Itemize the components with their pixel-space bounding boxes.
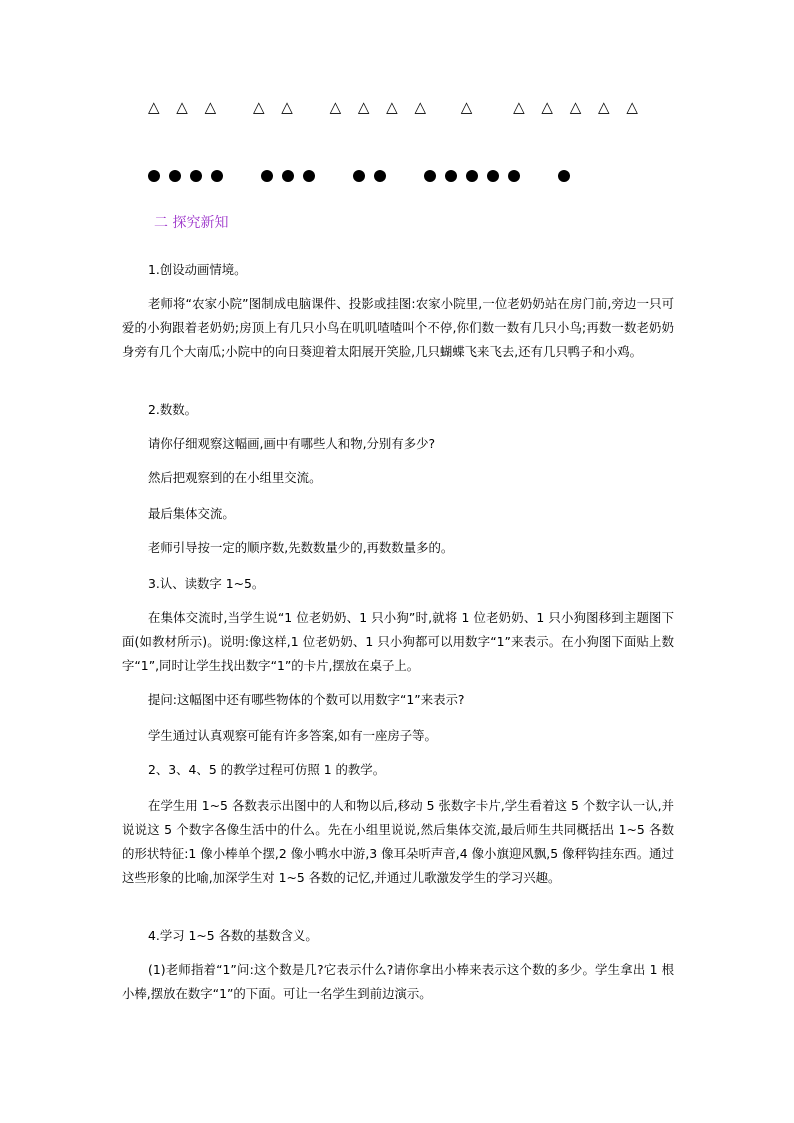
paragraph-step-1: 1.创设动画情境。 [148, 262, 247, 277]
paragraph-observe: 请你仔细观察这幅画,画中有哪些人和物,分别有多少? [148, 436, 436, 451]
triangle-group: △ △ [252, 98, 299, 116]
dot [374, 170, 386, 182]
paragraph-collective: 最后集体交流。 [148, 506, 235, 521]
dot [445, 170, 457, 182]
triangle-row [148, 98, 644, 116]
dot [424, 170, 436, 182]
paragraph-answers: 学生通过认真观察可能有许多答案,如有一座房子等。 [148, 728, 437, 743]
triangle-group: △ [460, 98, 479, 116]
paragraph-group-share: 然后把观察到的在小组里交流。 [148, 470, 322, 485]
dot [558, 170, 570, 182]
paragraph-recognize: 在集体交流时,当学生说“1 位老奶奶、1 只小狗”时,就将 1 位老奶奶、1 只小狗图移到主题图下面(如教材所示)。说明:像这样,1 位老奶奶、1 只小狗都可以用数字“1”来表示。在小狗图下面贴上数字“1”,同时让学生找出数字“1”的卡片,摆放在桌子上。 [122, 610, 674, 673]
paragraph-step-3: 3.认、读数字 1~5。 [148, 576, 265, 591]
dot [282, 170, 294, 182]
dot [169, 170, 181, 182]
dot [211, 170, 223, 182]
paragraph-question: 提问:这幅图中还有哪些物体的个数可以用数字“1”来表示? [148, 692, 465, 707]
dot [261, 170, 273, 182]
paragraph-shapes: 在学生用 1~5 各数表示出图中的人和物以后,移动 5 张数字卡片,学生看着这 5 个数字认一认,并说说这 5 个数字各像生活中的什么。先在小组里说说,然后集体交流,最后师生共同概括出 1~5 各数的形状特征:1 像小棒单个摆,2 像小鸭水中游,3 像耳朵听声音,4 像小旗迎风飘,5 像秤钩挂东西。通过这些形象的比喻,加深学生对 1~5 各数的记忆,并通过儿歌激发学生的学习兴趣。 [122, 798, 674, 885]
dot [148, 170, 160, 182]
dot [487, 170, 499, 182]
paragraph-sticks: (1)老师指着“1”问:这个数是几?它表示什么?请你拿出小棒来表示这个数的多少。学生拿出 1 根小棒,摆放在数字“1”的下面。可让一名学生到前边演示。 [122, 962, 674, 1001]
triangle-group: △ △ △ △ △ [513, 98, 644, 116]
dot [190, 170, 202, 182]
dot [466, 170, 478, 182]
triangle-group: △ △ △ △ [329, 98, 433, 116]
paragraph-step-4: 4.学习 1~5 各数的基数含义。 [148, 928, 318, 943]
paragraph-intro-scene: 老师将“农家小院”图制成电脑课件、投影或挂图:农家小院里,一位老奶奶站在房门前,旁边一只可爱的小狗跟着老奶奶;房顶上有几只小鸟在叽叽喳喳叫个不停,你们数一数有几只小鸟;再数一数老奶奶身旁有几个大南瓜;小院中的向日葵迎着太阳展开笑脸,几只蝴蝶飞来飞去,还有几只鸭子和小鸡。 [122, 296, 674, 359]
section-heading: 二 探究新知 [154, 215, 229, 231]
paragraph-step-2: 2.数数。 [148, 402, 197, 417]
triangle-group: △ △ △ [148, 98, 223, 116]
paragraph-order: 老师引导按一定的顺序数,先数数量少的,再数数量多的。 [148, 540, 454, 555]
dot [303, 170, 315, 182]
dot [508, 170, 520, 182]
paragraph-2345: 2、3、4、5 的教学过程可仿照 1 的教学。 [148, 762, 386, 777]
dot [353, 170, 365, 182]
